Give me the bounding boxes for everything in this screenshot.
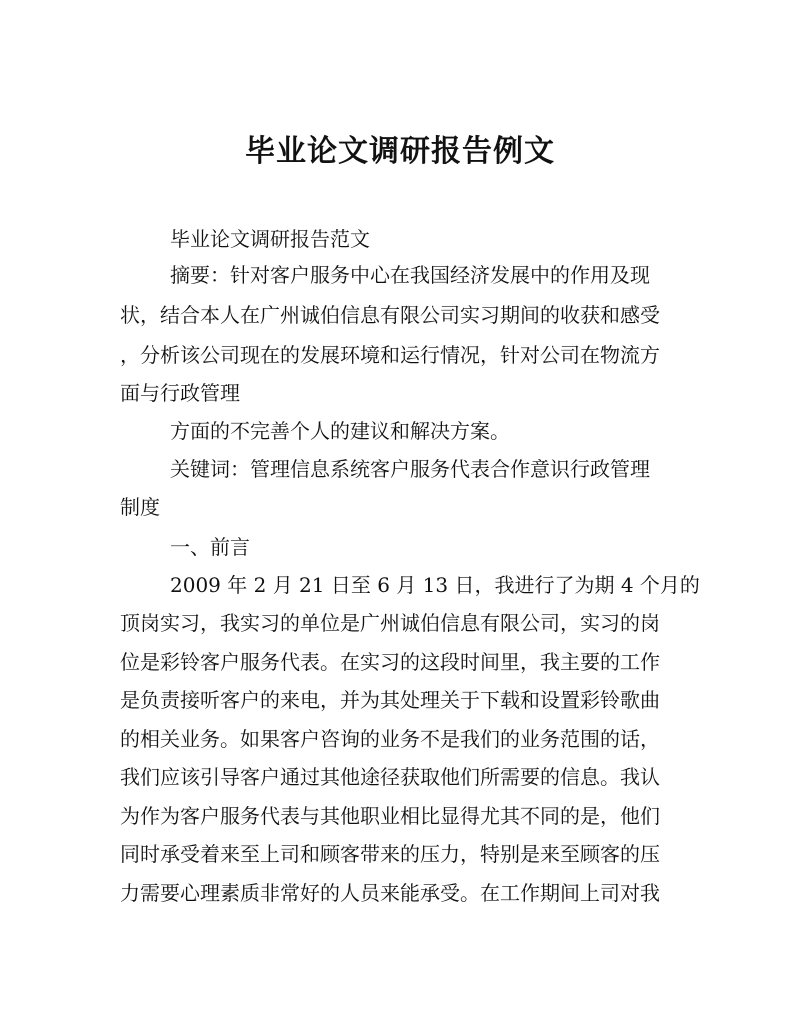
paragraph-line: 同时承受着来至上司和顾客带来的压力，特别是来至顾客的压 [120,842,660,866]
document-title: 毕业论文调研报告例文 [245,134,555,169]
paragraph-line: 面与行政管理 [120,381,240,405]
paragraph-line: 制度 [120,495,160,519]
paragraph-line: 位是彩铃客户服务代表。在实习的这段时间里，我主要的工作 [120,650,660,674]
paragraph-line: 顶岗实习，我实习的单位是广州诚伯信息有限公司，实习的岗 [120,611,660,635]
paragraph-line: 我们应该引导客户通过其他途径获取他们所需要的信息。我认 [120,765,660,789]
paragraph-line: 毕业论文调研报告范文 [170,227,370,251]
paragraph-line: ，分析该公司现在的发展环境和运行情况，针对公司在物流方 [120,343,660,367]
paragraph-line: 摘要：针对客户服务中心在我国经济发展中的作用及现 [170,263,650,287]
paragraph-line: 状，结合本人在广州诚伯信息有限公司实习期间的收获和感受 [120,303,660,327]
paragraph-line: 力需要心理素质非常好的人员来能承受。在工作期间上司对我 [120,881,660,905]
paragraph-line: 关键词：管理信息系统客户服务代表合作意识行政管理 [170,457,650,481]
paragraph-line: 的相关业务。如果客户咨询的业务不是我们的业务范围的话， [120,727,660,751]
paragraph-line: 是负责接听客户的来电，并为其处理关于下载和设置彩铃歌曲 [120,688,660,712]
paragraph-line: 方面的不完善个人的建议和解决方案。 [170,419,510,443]
section-heading: 一、前言 [170,535,250,559]
paragraph-line: 2009 年 2 月 21 日至 6 月 13 日，我进行了为期 4 个月的 [170,573,700,597]
paragraph-line: 为作为客户服务代表与其他职业相比显得尤其不同的是，他们 [120,804,660,828]
